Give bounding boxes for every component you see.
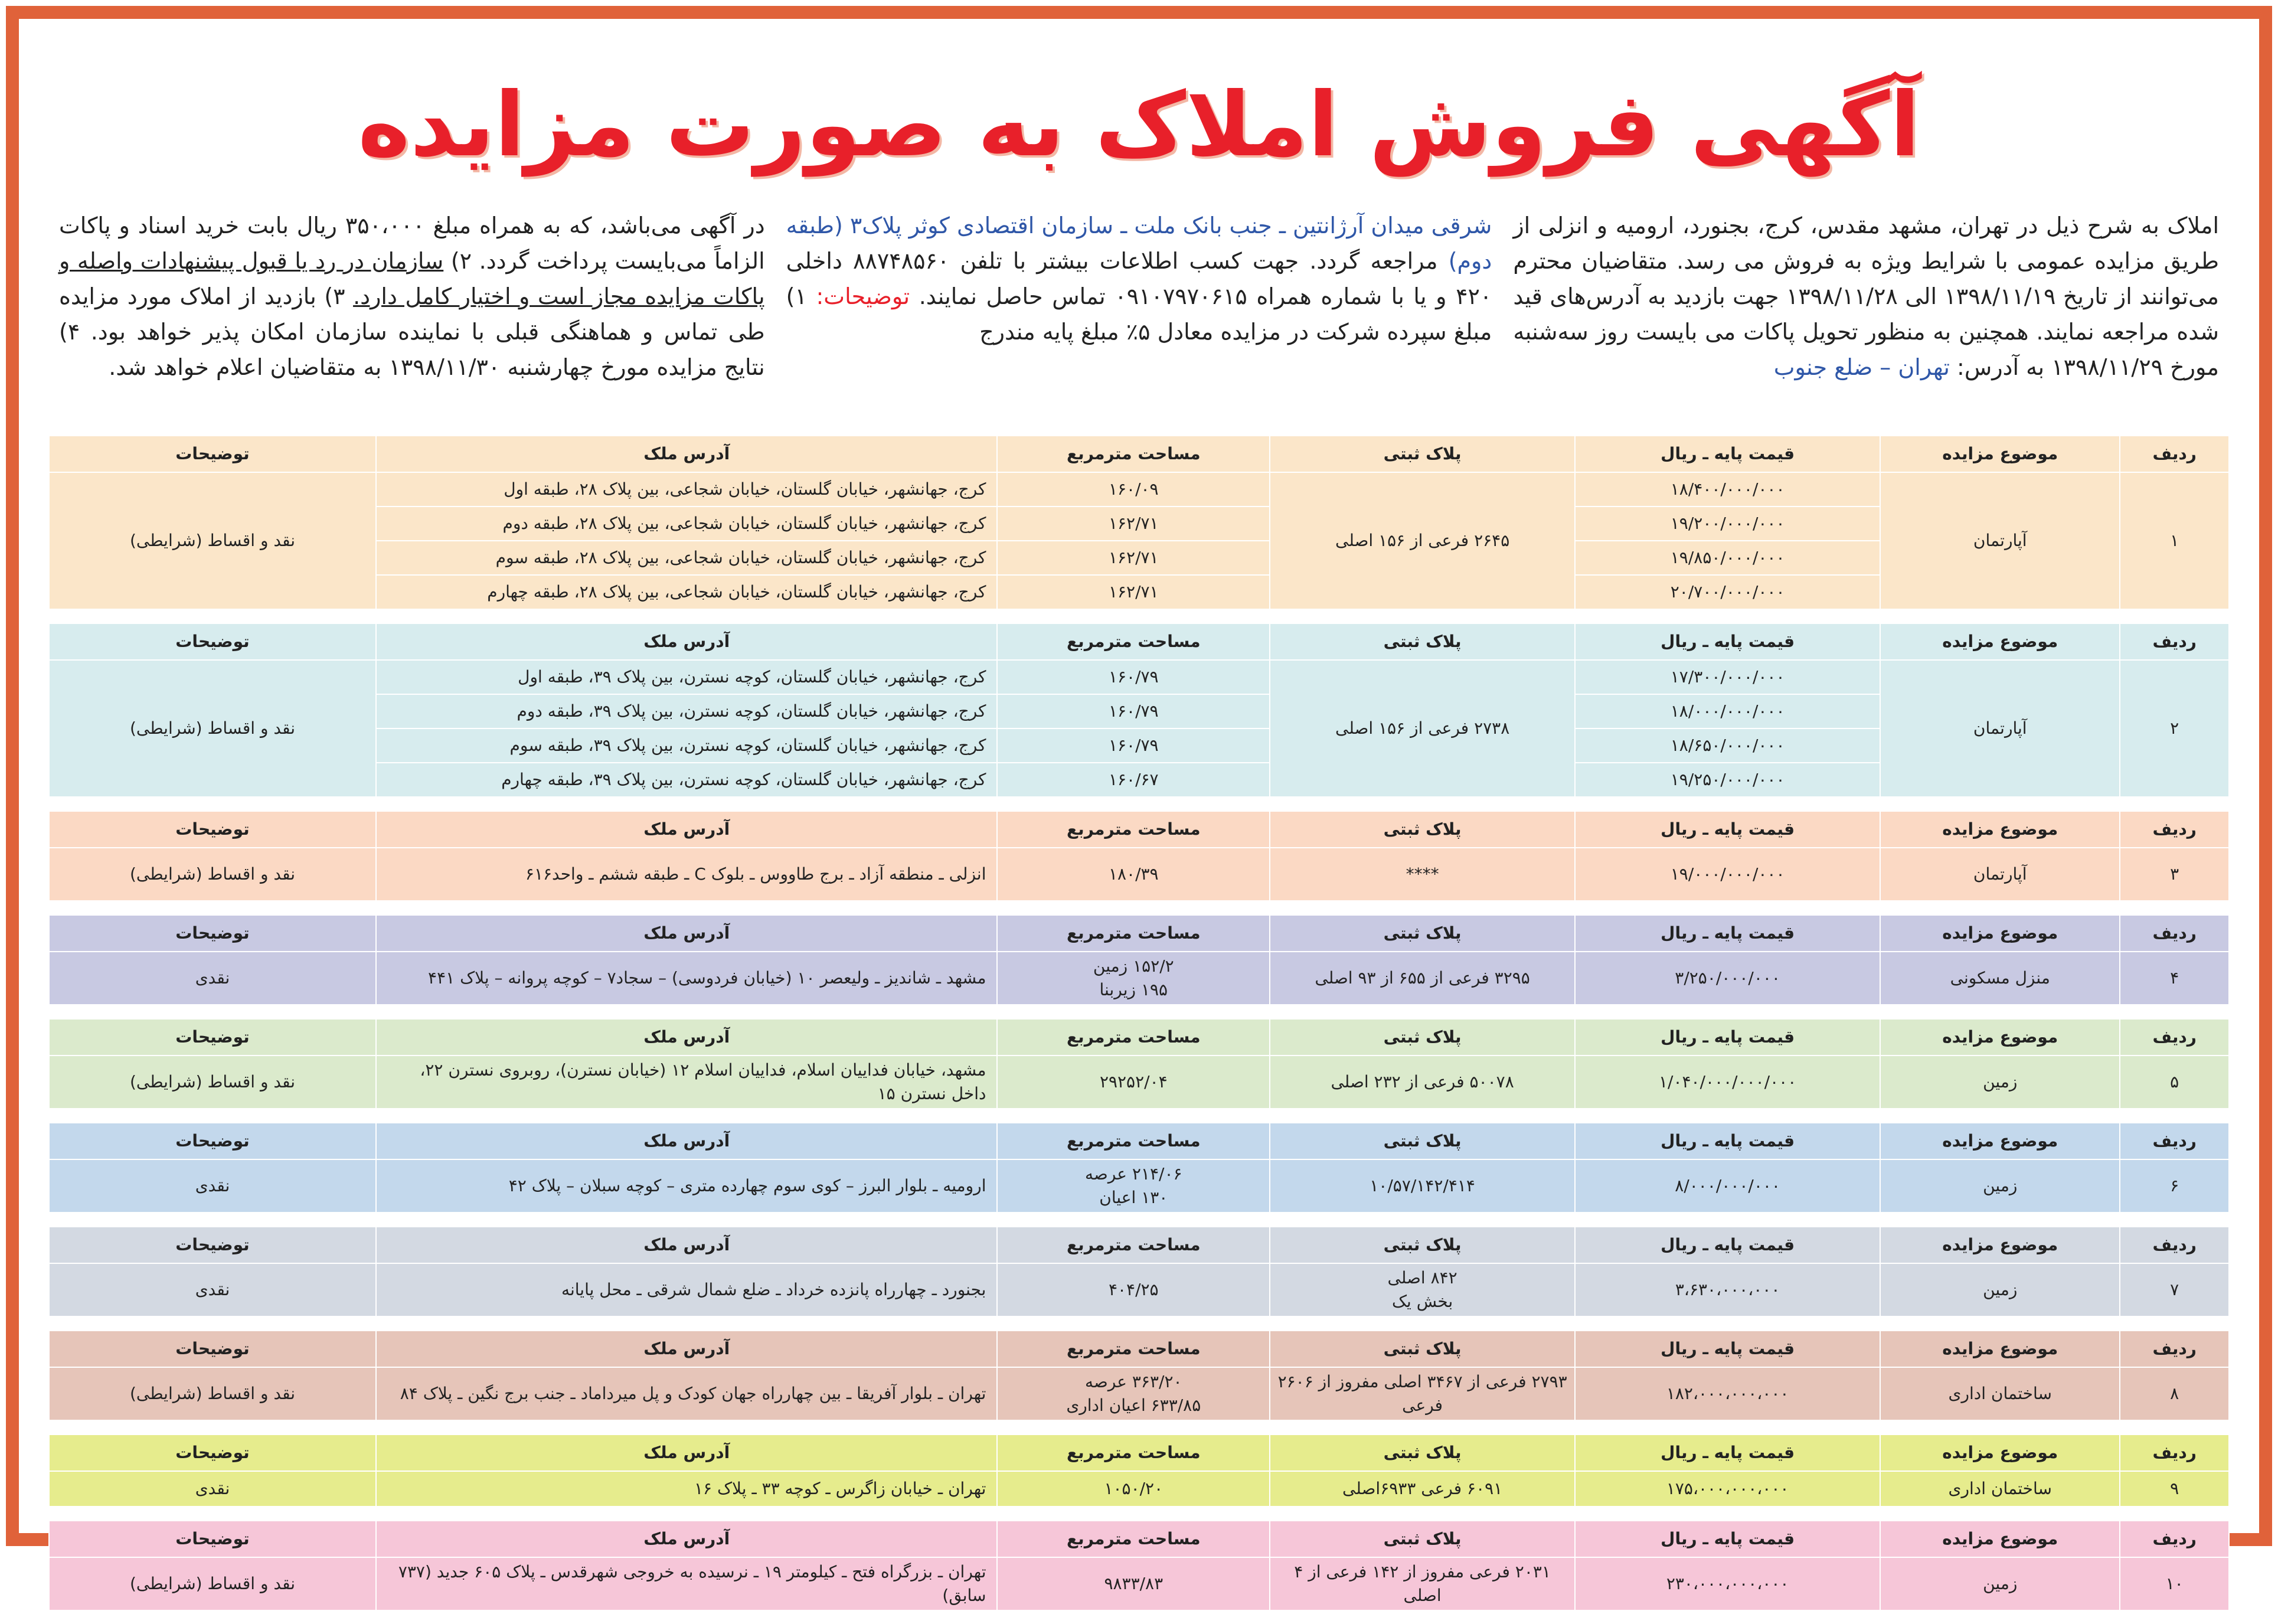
property-address: ارومیه ـ بلوار البرز – کوی سوم چهارده متری – کوچه سبلان – پلاک ۴۲ bbox=[376, 1159, 998, 1213]
column-header: موضوع مزایده bbox=[1880, 1123, 2120, 1159]
area-sqm: ۱۶۰/۷۹ bbox=[997, 660, 1270, 694]
base-price: ۱۹/۲۵۰/۰۰۰/۰۰۰ bbox=[1575, 763, 1880, 797]
area-sqm: ۲۹۲۵۲/۰۴ bbox=[997, 1056, 1270, 1109]
column-header: توضیحات bbox=[49, 623, 376, 660]
column-header: ردیف bbox=[2120, 915, 2229, 952]
row-number: ۱۰ bbox=[2120, 1557, 2229, 1610]
table-row bbox=[49, 1367, 2229, 1420]
area-sqm: ۱۶۰/۶۷ bbox=[997, 763, 1270, 797]
row-number: ۵ bbox=[2120, 1056, 2229, 1109]
area-sqm: ۱۶۰/۷۹ bbox=[997, 694, 1270, 728]
column-header: توضیحات bbox=[49, 1227, 376, 1263]
column-header: مساحت مترمربع bbox=[997, 623, 1270, 660]
intro-text-3u2: پاکات مزایده مجاز است و اختیار کامل دارد. bbox=[353, 283, 765, 309]
column-header: توضیحات bbox=[49, 1019, 376, 1056]
row-number: ۴ bbox=[2120, 952, 2229, 1005]
auction-subject: آپارتمان bbox=[1880, 848, 2120, 901]
intro-address-2: شرقی میدان آرژانتین ـ جنب بانک ملت ـ سازمان اقتصادی کوثر پلاک۳ (طبقه دوم) bbox=[786, 213, 1492, 274]
column-header: قیمت پایه ـ ریال bbox=[1575, 623, 1880, 660]
registration-plaque: ۲۷۳۸ فرعی از ۱۵۶ اصلی bbox=[1270, 660, 1575, 797]
column-header: موضوع مزایده bbox=[1880, 436, 2120, 472]
registration-plaque: **** bbox=[1270, 848, 1575, 901]
column-header: توضیحات bbox=[49, 915, 376, 952]
area-sqm: ۲۱۴/۰۶ عرصه ۱۳۰ اعیان bbox=[997, 1159, 1270, 1213]
registration-plaque: ۶۰۹۱ فرعی ۶۹۳۳اصلی bbox=[1270, 1471, 1575, 1507]
column-header: ردیف bbox=[2120, 1227, 2229, 1263]
base-price: ۱۹/۲۰۰/۰۰۰/۰۰۰ bbox=[1575, 507, 1880, 541]
column-header: آدرس ملک bbox=[376, 1123, 998, 1159]
intro-column-2 bbox=[776, 208, 1503, 420]
column-header: مساحت مترمربع bbox=[997, 1123, 1270, 1159]
column-header: پلاک ثبتی bbox=[1270, 1019, 1575, 1056]
column-header: قیمت پایه ـ ریال bbox=[1575, 1019, 1880, 1056]
intro-text-1: املاک به شرح ذیل در تهران، مشهد مقدس، کرج، بجنورد، ارومیه و انزلی از طریق مزایده عمومی با شرایط ویژه به فروش می رسد. متقاضیان محترم می‌توانند از تاریخ ۱۳۹۸/۱۱/۱۹ الی ۱۳۹۸/۱۱/۲۸ جهت بازدید به آدرس‌های قید شده مراجعه نمایند. همچنین به منظور تحویل پاکات می بایست روز سه‌شنبه مورخ ۱۳۹۸/۱۱/۲۹ به آدرس: bbox=[1513, 213, 2219, 380]
auction-table bbox=[48, 1434, 2230, 1507]
intro-text-2a: مراجعه گردد. bbox=[1309, 248, 1438, 274]
column-header: پلاک ثبتی bbox=[1270, 915, 1575, 952]
area-sqm: ۱۶۰/۰۹ bbox=[997, 472, 1270, 507]
row-number: ۷ bbox=[2120, 1263, 2229, 1316]
base-price: ۲۰/۷۰۰/۰۰۰/۰۰۰ bbox=[1575, 575, 1880, 609]
table-row bbox=[49, 1056, 2229, 1109]
area-sqm: ۴۰۴/۲۵ bbox=[997, 1263, 1270, 1316]
property-address: مشهد، خیابان فداییان اسلام، فداییان اسلام ۱۲ (خیابان نسترن)، روبروی نسترن ۲۲، داخل نسترن ۱۵ bbox=[376, 1056, 998, 1109]
intro-text-3a: در آگهی می‌باشد، که به همراه مبلغ ۳۵۰،۰۰۰ ریال بابت خرید اسناد و پاکات الزاماً می‌بایست پرداخت گردد. ۲) bbox=[58, 213, 765, 274]
auction-subject: آپارتمان bbox=[1880, 472, 2120, 609]
column-header: قیمت پایه ـ ریال bbox=[1575, 1227, 1880, 1263]
base-price: ۳/۲۵۰/۰۰۰/۰۰۰ bbox=[1575, 952, 1880, 1005]
column-header: موضوع مزایده bbox=[1880, 1227, 2120, 1263]
row-number: ۶ bbox=[2120, 1159, 2229, 1213]
auction-subject: زمین bbox=[1880, 1557, 2120, 1610]
column-header: ردیف bbox=[2120, 436, 2229, 472]
column-header: توضیحات bbox=[49, 436, 376, 472]
registration-plaque: ۲۶۴۵ فرعی از ۱۵۶ اصلی bbox=[1270, 472, 1575, 609]
area-sqm: ۹۸۳۳/۸۳ bbox=[997, 1557, 1270, 1610]
column-header: قیمت پایه ـ ریال bbox=[1575, 915, 1880, 952]
area-sqm: ۱۶۲/۷۱ bbox=[997, 507, 1270, 541]
payment-notes: نقدی bbox=[49, 1471, 376, 1507]
base-price: ۱۷/۳۰۰/۰۰۰/۰۰۰ bbox=[1575, 660, 1880, 694]
column-header: ردیف bbox=[2120, 1521, 2229, 1557]
column-header: پلاک ثبتی bbox=[1270, 436, 1575, 472]
payment-notes: نقد و اقساط (شرایطی) bbox=[49, 1367, 376, 1420]
column-header: پلاک ثبتی bbox=[1270, 811, 1575, 848]
base-price: ۱۸۲،۰۰۰،۰۰۰،۰۰۰ bbox=[1575, 1367, 1880, 1420]
column-header: پلاک ثبتی bbox=[1270, 1435, 1575, 1471]
column-header: قیمت پایه ـ ریال bbox=[1575, 1123, 1880, 1159]
base-price: ۱/۰۴۰/۰۰۰/۰۰۰/۰۰۰ bbox=[1575, 1056, 1880, 1109]
intro-address-1: تهران – ضلع جنوب bbox=[1773, 354, 1950, 380]
column-header: موضوع مزایده bbox=[1880, 811, 2120, 848]
intro-columns bbox=[48, 208, 2230, 420]
property-address: تهران ـ بزرگراه فتح ـ کیلومتر ۱۹ ـ نرسیده به خروجی شهرقدس ـ پلاک ۶۰۵ جدید (۷۳۷ سابق) bbox=[376, 1557, 998, 1610]
property-address: بجنورد ـ چهارراه پانزده خرداد ـ ضلع شمال شرقی ـ محل پایانه bbox=[376, 1263, 998, 1316]
column-header: آدرس ملک bbox=[376, 1435, 998, 1471]
property-address: کرج، جهانشهر، خیابان گلستان، خیابان شجاعی، بین پلاک ۲۸، طبقه سوم bbox=[376, 541, 998, 575]
auction-table bbox=[48, 1226, 2230, 1317]
column-header: آدرس ملک bbox=[376, 811, 998, 848]
table-row bbox=[49, 1471, 2229, 1507]
table-row bbox=[49, 848, 2229, 901]
area-sqm: ۱۰۵۰/۲۰ bbox=[997, 1471, 1270, 1507]
auction-table bbox=[48, 623, 2230, 798]
intro-text-2c: ۱) مبلغ سپرده شرکت در مزایده معادل ۵٪ مبلغ پایه مندرج bbox=[786, 283, 1492, 345]
column-header: موضوع مزایده bbox=[1880, 1435, 2120, 1471]
intro-column-1 bbox=[1502, 208, 2230, 420]
column-header: قیمت پایه ـ ریال bbox=[1575, 1435, 1880, 1471]
base-price: ۲۳۰،۰۰۰،۰۰۰،۰۰۰ bbox=[1575, 1557, 1880, 1610]
column-header: موضوع مزایده bbox=[1880, 1331, 2120, 1367]
column-header: توضیحات bbox=[49, 1521, 376, 1557]
property-address: کرج، جهانشهر، خیابان گلستان، خیابان شجاعی، بین پلاک ۲۸، طبقه چهارم bbox=[376, 575, 998, 609]
property-address: انزلی ـ منطقه آزاد ـ برج طاووس ـ بلوک C ـ طبقه ششم ـ واحد۶۱۶ bbox=[376, 848, 998, 901]
payment-notes: نقدی bbox=[49, 1159, 376, 1213]
registration-plaque: ۲۷۹۳ فرعی از ۳۴۶۷ اصلی مفروز از ۲۶۰۶ فرعی bbox=[1270, 1367, 1575, 1420]
column-header: ردیف bbox=[2120, 1435, 2229, 1471]
column-header: پلاک ثبتی bbox=[1270, 1331, 1575, 1367]
property-address: تهران ـ بلوار آفریقا ـ بین چهارراه جهان کودک و پل میرداماد ـ جنب برج نگین ـ پلاک ۸۴ bbox=[376, 1367, 998, 1420]
column-header: مساحت مترمربع bbox=[997, 436, 1270, 472]
intro-text-3u1: سازمان در رد یا قبول پیشنهادات واصله و bbox=[58, 248, 444, 274]
column-header: موضوع مزایده bbox=[1880, 915, 2120, 952]
property-address: کرج، جهانشهر، خیابان گلستان، کوچه نسترن، بین پلاک ۳۹، طبقه دوم bbox=[376, 694, 998, 728]
column-header: قیمت پایه ـ ریال bbox=[1575, 811, 1880, 848]
property-address: کرج، جهانشهر، خیابان گلستان، خیابان شجاعی، بین پلاک ۲۸، طبقه اول bbox=[376, 472, 998, 507]
column-header: ردیف bbox=[2120, 1331, 2229, 1367]
column-header: آدرس ملک bbox=[376, 1227, 998, 1263]
auction-tables bbox=[48, 435, 2230, 1624]
table-row bbox=[49, 1263, 2229, 1316]
property-address: تهران ـ خیابان زاگرس ـ کوچه ۳۳ ـ پلاک ۱۶ bbox=[376, 1471, 998, 1507]
intro-column-3 bbox=[48, 208, 776, 420]
column-header: مساحت مترمربع bbox=[997, 915, 1270, 952]
column-header: مساحت مترمربع bbox=[997, 811, 1270, 848]
column-header: توضیحات bbox=[49, 1331, 376, 1367]
auction-table bbox=[48, 811, 2230, 901]
column-header: ردیف bbox=[2120, 1123, 2229, 1159]
property-address: کرج، جهانشهر، خیابان گلستان، کوچه نسترن، بین پلاک ۳۹، طبقه چهارم bbox=[376, 763, 998, 797]
table-row bbox=[49, 1159, 2229, 1213]
auction-table bbox=[48, 1122, 2230, 1213]
column-header: مساحت مترمربع bbox=[997, 1521, 1270, 1557]
area-sqm: ۳۶۳/۲۰ عرصه ۶۳۳/۸۵ اعیان اداری bbox=[997, 1367, 1270, 1420]
base-price: ۱۷۵،۰۰۰،۰۰۰،۰۰۰ bbox=[1575, 1471, 1880, 1507]
auction-subject: زمین bbox=[1880, 1056, 2120, 1109]
area-sqm: ۱۶۲/۷۱ bbox=[997, 575, 1270, 609]
column-header: مساحت مترمربع bbox=[997, 1331, 1270, 1367]
registration-plaque: ۳۲۹۵ فرعی از ۶۵۵ از ۹۳ اصلی bbox=[1270, 952, 1575, 1005]
payment-notes: نقد و اقساط (شرایطی) bbox=[49, 848, 376, 901]
registration-plaque: ۲۰۳۱ فرعی مفروز از ۱۴۲ فرعی از ۴ اصلی bbox=[1270, 1557, 1575, 1610]
payment-notes: نقد و اقساط (شرایطی) bbox=[49, 1557, 376, 1610]
column-header: موضوع مزایده bbox=[1880, 1019, 2120, 1056]
table-row bbox=[49, 1557, 2229, 1610]
column-header: ردیف bbox=[2120, 623, 2229, 660]
table-row bbox=[49, 660, 2229, 694]
auction-subject: ساختمان اداری bbox=[1880, 1471, 2120, 1507]
area-sqm: ۱۶۰/۷۹ bbox=[997, 728, 1270, 763]
column-header: قیمت پایه ـ ریال bbox=[1575, 436, 1880, 472]
table-row bbox=[49, 472, 2229, 507]
row-number: ۹ bbox=[2120, 1471, 2229, 1507]
auction-table bbox=[48, 1330, 2230, 1421]
registration-plaque: ۵۰۰۷۸ فرعی از ۲۳۲ اصلی bbox=[1270, 1056, 1575, 1109]
column-header: آدرس ملک bbox=[376, 915, 998, 952]
auction-subject: منزل مسکونی bbox=[1880, 952, 2120, 1005]
column-header: آدرس ملک bbox=[376, 1521, 998, 1557]
base-price: ۳،۶۳۰،۰۰۰،۰۰۰ bbox=[1575, 1263, 1880, 1316]
area-sqm: ۱۸۰/۳۹ bbox=[997, 848, 1270, 901]
notes-label: توضیحات: bbox=[816, 283, 910, 309]
registration-plaque: ۸۴۲ اصلی بخش یک bbox=[1270, 1263, 1575, 1316]
payment-notes: نقد و اقساط (شرایطی) bbox=[49, 660, 376, 797]
column-header: ردیف bbox=[2120, 1019, 2229, 1056]
column-header: قیمت پایه ـ ریال bbox=[1575, 1521, 1880, 1557]
column-header: مساحت مترمربع bbox=[997, 1019, 1270, 1056]
row-number: ۲ bbox=[2120, 660, 2229, 797]
intro-text-2b: جهت کسب اطلاعات بیشتر با تلفن ۸۸۷۴۸۵۶۰ داخلی ۴۲۰ و یا با شماره همراه ۰۹۱۰۷۹۷۰۶۱۵ تماس حاصل نمایند. bbox=[786, 248, 1492, 309]
column-header: آدرس ملک bbox=[376, 436, 998, 472]
payment-notes: نقد و اقساط (شرایطی) bbox=[49, 472, 376, 609]
base-price: ۱۹/۸۵۰/۰۰۰/۰۰۰ bbox=[1575, 541, 1880, 575]
column-header: توضیحات bbox=[49, 811, 376, 848]
column-header: پلاک ثبتی bbox=[1270, 1521, 1575, 1557]
column-header: موضوع مزایده bbox=[1880, 1521, 2120, 1557]
column-header: پلاک ثبتی bbox=[1270, 1123, 1575, 1159]
area-sqm: ۱۶۲/۷۱ bbox=[997, 541, 1270, 575]
registration-plaque: ۱۰/۵۷/۱۴۲/۴۱۴ bbox=[1270, 1159, 1575, 1213]
row-number: ۳ bbox=[2120, 848, 2229, 901]
base-price: ۱۹/۰۰۰/۰۰۰/۰۰۰ bbox=[1575, 848, 1880, 901]
property-address: کرج، جهانشهر، خیابان گلستان، کوچه نسترن، بین پلاک ۳۹، طبقه سوم bbox=[376, 728, 998, 763]
property-address: مشهد ـ شاندیز ـ ولیعصر ۱۰ (خیابان فردوسی) – سجاد۷ – کوچه پروانه – پلاک ۴۴۱ bbox=[376, 952, 998, 1005]
base-price: ۱۸/۴۰۰/۰۰۰/۰۰۰ bbox=[1575, 472, 1880, 507]
base-price: ۱۸/۶۵۰/۰۰۰/۰۰۰ bbox=[1575, 728, 1880, 763]
column-header: آدرس ملک bbox=[376, 1331, 998, 1367]
column-header: قیمت پایه ـ ریال bbox=[1575, 1331, 1880, 1367]
auction-subject: زمین bbox=[1880, 1159, 2120, 1213]
table-row bbox=[49, 952, 2229, 1005]
auction-table bbox=[48, 914, 2230, 1005]
auction-subject: ساختمان اداری bbox=[1880, 1367, 2120, 1420]
column-header: آدرس ملک bbox=[376, 623, 998, 660]
property-address: کرج، جهانشهر، خیابان گلستان، کوچه نسترن، بین پلاک ۳۹، طبقه اول bbox=[376, 660, 998, 694]
base-price: ۸/۰۰۰/۰۰۰/۰۰۰ bbox=[1575, 1159, 1880, 1213]
auction-subject: آپارتمان bbox=[1880, 660, 2120, 797]
property-address: کرج، جهانشهر، خیابان گلستان، خیابان شجاعی، بین پلاک ۲۸، طبقه دوم bbox=[376, 507, 998, 541]
row-number: ۸ bbox=[2120, 1367, 2229, 1420]
column-header: پلاک ثبتی bbox=[1270, 1227, 1575, 1263]
ad-title: آگهی فروش املاک به صورت مزایده bbox=[358, 74, 1920, 177]
column-header: پلاک ثبتی bbox=[1270, 623, 1575, 660]
intro-text-3b: ۳) بازدید از املاک مورد مزایده طی تماس و هماهنگی قبلی با نماینده سازمان امکان پذیر خواهد بود. ۴) نتایج مزایده مورخ چهارشنبه ۱۳۹۸/۱۱/۳۰ به متقاضیان اعلام خواهد شد. bbox=[58, 283, 765, 380]
column-header: آدرس ملک bbox=[376, 1019, 998, 1056]
auction-table bbox=[48, 1018, 2230, 1109]
auction-table bbox=[48, 1520, 2230, 1611]
column-header: مساحت مترمربع bbox=[997, 1227, 1270, 1263]
ad-frame bbox=[6, 6, 2272, 1605]
row-number: ۱ bbox=[2120, 472, 2229, 609]
auction-table bbox=[48, 435, 2230, 610]
area-sqm: ۱۵۲/۲ زمین ۱۹۵ زیربنا bbox=[997, 952, 1270, 1005]
auction-subject: زمین bbox=[1880, 1263, 2120, 1316]
column-header: موضوع مزایده bbox=[1880, 623, 2120, 660]
payment-notes: نقدی bbox=[49, 1263, 376, 1316]
column-header: ردیف bbox=[2120, 811, 2229, 848]
column-header: توضیحات bbox=[49, 1123, 376, 1159]
payment-notes: نقدی bbox=[49, 952, 376, 1005]
column-header: مساحت مترمربع bbox=[997, 1435, 1270, 1471]
payment-notes: نقد و اقساط (شرایطی) bbox=[49, 1056, 376, 1109]
base-price: ۱۸/۰۰۰/۰۰۰/۰۰۰ bbox=[1575, 694, 1880, 728]
column-header: توضیحات bbox=[49, 1435, 376, 1471]
